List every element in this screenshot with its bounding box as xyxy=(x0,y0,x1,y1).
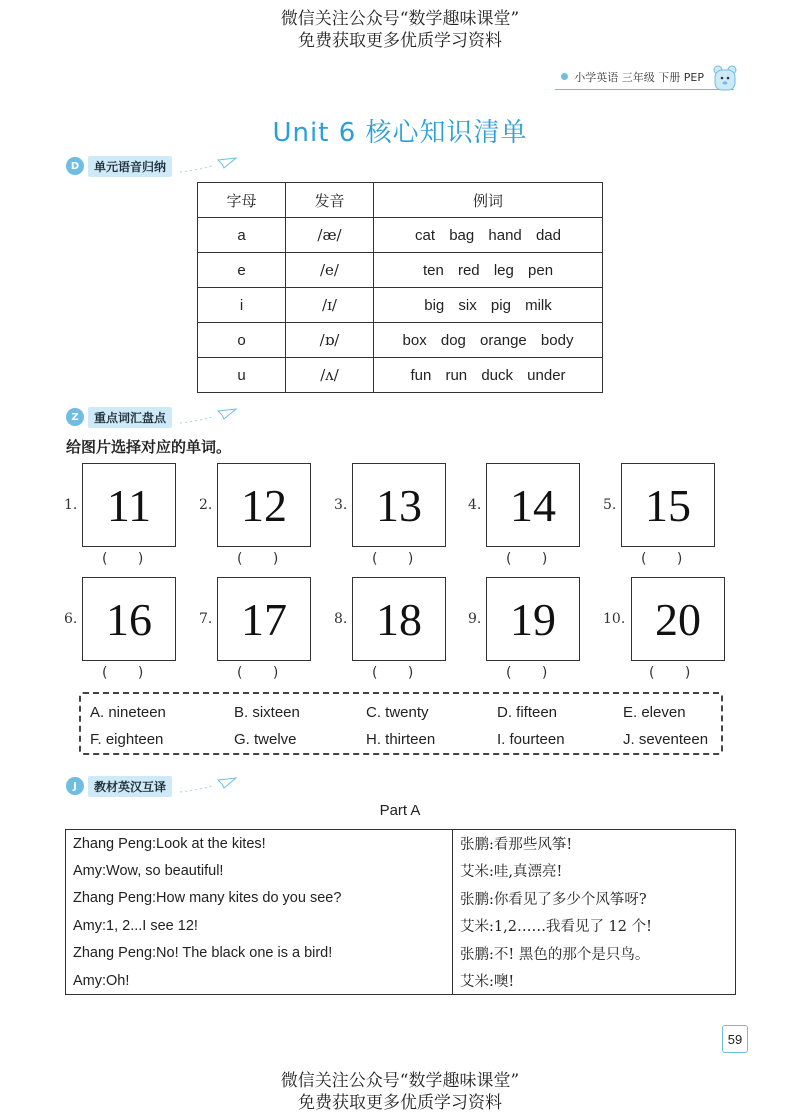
option-j: J. seventeen xyxy=(623,731,709,748)
watermark-line-2: 免费获取更多优质学习资料 xyxy=(298,1093,502,1113)
part-label: Part A xyxy=(379,802,421,819)
sound-cell: /e/ xyxy=(286,253,374,288)
number-picture: 16 xyxy=(82,577,176,661)
table-row xyxy=(66,885,736,913)
option-a: A. nineteen xyxy=(90,704,166,721)
table-row xyxy=(198,253,603,288)
table-row xyxy=(66,857,736,885)
watermark-line-1: 微信关注公众号“数学趣味课堂” xyxy=(280,1071,520,1091)
words-cell: big six pig milk xyxy=(374,288,603,323)
section-badge: Z xyxy=(66,408,84,426)
answer-blank[interactable]: ( ) xyxy=(506,551,548,567)
page-number: 59 xyxy=(722,1025,748,1053)
number-item xyxy=(603,463,733,575)
number-item xyxy=(64,577,194,689)
number-picture: 20 xyxy=(631,577,725,661)
option-i: I. fourteen xyxy=(497,731,565,748)
letter-cell: e xyxy=(198,253,286,288)
answer-blank[interactable]: ( ) xyxy=(102,551,144,567)
number-picture: 11 xyxy=(82,463,176,547)
english-line: Amy:Wow, so beautiful! xyxy=(66,857,453,885)
word-options-box xyxy=(79,692,723,755)
option-g: G. twelve xyxy=(234,731,297,748)
item-index: 8. xyxy=(334,611,348,627)
english-line: Amy:Oh! xyxy=(66,967,453,995)
words-cell: ten red leg pen xyxy=(374,253,603,288)
sound-cell: /ɒ/ xyxy=(286,323,374,358)
section-label: 教材英汉互译 xyxy=(88,776,172,797)
column-header-sound: 发音 xyxy=(286,183,374,218)
section-label: 重点词汇盘点 xyxy=(88,407,172,428)
answer-blank[interactable]: ( ) xyxy=(237,665,279,681)
number-picture: 14 xyxy=(486,463,580,547)
phonics-table xyxy=(197,182,603,393)
answer-blank[interactable]: ( ) xyxy=(641,551,683,567)
number-item xyxy=(468,463,598,575)
answer-blank[interactable]: ( ) xyxy=(237,551,279,567)
letter-cell: u xyxy=(198,358,286,393)
number-picture: 19 xyxy=(486,577,580,661)
column-header-words: 例词 xyxy=(374,183,603,218)
section-badge: J xyxy=(66,777,84,795)
watermark-line-2: 免费获取更多优质学习资料 xyxy=(298,31,502,51)
option-h: H. thirteen xyxy=(366,731,436,748)
number-item xyxy=(468,577,598,689)
letter-cell: o xyxy=(198,323,286,358)
answer-blank[interactable]: ( ) xyxy=(372,665,414,681)
item-index: 5. xyxy=(603,497,617,513)
column-header-letter: 字母 xyxy=(198,183,286,218)
option-b: B. sixteen xyxy=(234,704,300,721)
item-index: 6. xyxy=(64,611,78,627)
paper-plane-icon xyxy=(178,407,238,427)
watermark-line-1: 微信关注公众号“数学趣味课堂” xyxy=(280,9,520,29)
table-header-row xyxy=(198,183,603,218)
answer-blank[interactable]: ( ) xyxy=(506,665,548,681)
item-index: 10. xyxy=(603,611,626,627)
option-c: C. twenty xyxy=(366,704,429,721)
english-line: Zhang Peng:Look at the kites! xyxy=(66,830,453,858)
number-picture: 17 xyxy=(217,577,311,661)
words-cell: cat bag hand dad xyxy=(374,218,603,253)
number-item xyxy=(64,463,194,575)
letter-cell: a xyxy=(198,218,286,253)
paper-plane-icon xyxy=(178,776,238,796)
series-header xyxy=(555,66,734,90)
section-translation-header xyxy=(66,775,238,797)
item-index: 7. xyxy=(199,611,213,627)
sound-cell: /ɪ/ xyxy=(286,288,374,323)
section-phonics-header xyxy=(66,155,238,177)
chinese-line: 艾米:噢! xyxy=(460,974,515,990)
chinese-line: 艾米:哇,真漂亮! xyxy=(460,864,563,881)
number-picture: 13 xyxy=(352,463,446,547)
number-item xyxy=(199,577,329,689)
english-line: Zhang Peng:How many kites do you see? xyxy=(66,885,453,913)
english-line: Zhang Peng:No! The black one is a bird! xyxy=(66,940,453,968)
table-row xyxy=(66,830,736,858)
number-item xyxy=(334,463,464,575)
number-item xyxy=(334,577,464,689)
bear-mascot-icon xyxy=(712,64,738,92)
table-row xyxy=(198,288,603,323)
option-e: E. eleven xyxy=(623,704,686,721)
vocab-instruction: 给图片选择对应的单词。 xyxy=(66,438,232,456)
item-index: 3. xyxy=(334,497,348,513)
series-dot-icon xyxy=(561,73,568,80)
item-index: 2. xyxy=(199,497,213,513)
section-vocab-header xyxy=(66,406,238,428)
table-row xyxy=(198,323,603,358)
words-cell: fun run duck under xyxy=(374,358,603,393)
item-index: 1. xyxy=(64,497,78,513)
table-row xyxy=(66,967,736,995)
table-row xyxy=(198,358,603,393)
sound-cell: /ʌ/ xyxy=(286,358,374,393)
watermark-bottom xyxy=(0,1070,800,1114)
number-picture: 18 xyxy=(352,577,446,661)
number-picture: 15 xyxy=(621,463,715,547)
option-f: F. eighteen xyxy=(90,731,164,748)
chinese-line: 张鹏:你看见了多少个风筝呀? xyxy=(460,891,647,908)
chinese-line: 艾米:1,2……我看见了 12 个! xyxy=(460,919,652,936)
watermark-top xyxy=(0,8,800,52)
paper-plane-icon xyxy=(178,156,238,176)
number-item xyxy=(199,463,329,575)
words-cell: box dog orange body xyxy=(374,323,603,358)
item-index: 9. xyxy=(468,611,482,627)
english-line: Amy:1, 2...I see 12! xyxy=(66,912,453,940)
dialogue-table xyxy=(65,829,736,995)
answer-blank[interactable]: ( ) xyxy=(102,665,144,681)
section-badge: D xyxy=(66,157,84,175)
answer-blank[interactable]: ( ) xyxy=(372,551,414,567)
sound-cell: /æ/ xyxy=(286,218,374,253)
number-item xyxy=(603,577,733,689)
letter-cell: i xyxy=(198,288,286,323)
number-picture: 12 xyxy=(217,463,311,547)
chinese-line: 张鹏:看那些风筝! xyxy=(460,837,573,853)
series-label: 小学英语 三年级 下册 PEP xyxy=(574,70,704,84)
table-row xyxy=(66,912,736,940)
section-label: 单元语音归纳 xyxy=(88,156,172,177)
page-title: Unit 6 核心知识清单 xyxy=(272,118,528,148)
table-row xyxy=(198,218,603,253)
option-d: D. fifteen xyxy=(497,704,558,721)
item-index: 4. xyxy=(468,497,482,513)
answer-blank[interactable]: ( ) xyxy=(649,665,691,681)
chinese-line: 张鹏:不! 黑色的那个是只鸟。 xyxy=(460,946,650,963)
table-row xyxy=(66,940,736,968)
